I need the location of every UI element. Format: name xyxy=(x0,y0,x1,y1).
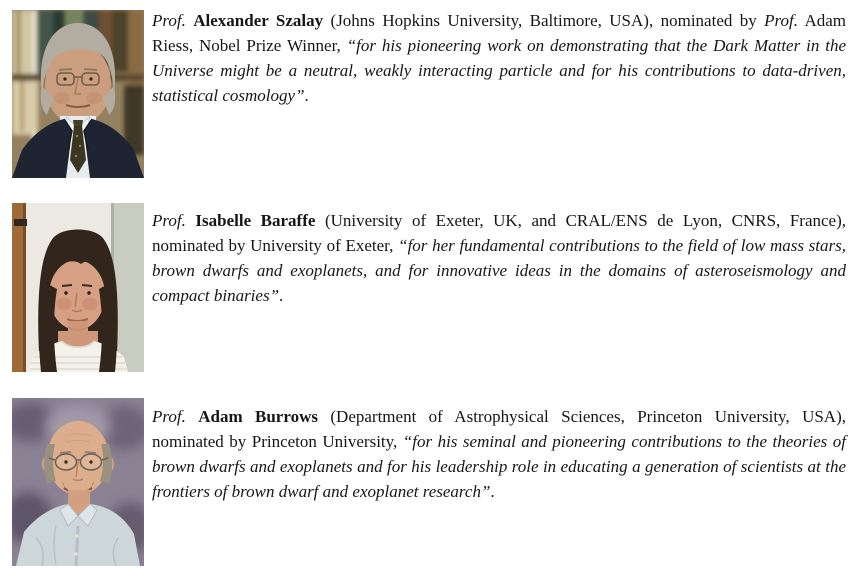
sentence-period: . xyxy=(279,286,284,305)
nominee-name: Isabelle Baraffe xyxy=(195,211,316,230)
affiliation-text: (University of Exeter, UK, and CRAL/ENS de Lyon, CNRS, France), nominated by University of Exeter, xyxy=(152,211,846,255)
entry-isabelle-baraffe xyxy=(152,208,846,308)
honorific: Prof. xyxy=(152,211,186,230)
affiliation-text: (Johns Hopkins University, Baltimore, USA), nominated by xyxy=(330,11,757,30)
portrait-isabelle-baraffe xyxy=(12,203,144,372)
nominee-name: Adam Burrows xyxy=(198,407,318,426)
entry-alexander-szalay xyxy=(152,8,846,108)
affiliation-text: (Department of Astrophysical Sciences, Princeton University, USA), nominated by Princeton University, xyxy=(152,407,846,451)
szalay-photo-illustration xyxy=(12,10,144,178)
portrait-adam-burrows xyxy=(12,398,144,566)
honorific: Prof. xyxy=(152,11,186,30)
portrait-alexander-szalay xyxy=(12,10,144,178)
sentence-period: . xyxy=(490,482,495,501)
citation-quote: “for her fundamental contributions to the field of low mass stars, brown dwarfs and exoplanets, and for innovative ideas in the domains of asteroseismology and compact binaries” xyxy=(152,236,847,305)
nominator-text: Adam Riess, Nobel Prize Winner, xyxy=(152,11,847,55)
citation-quote: “for his seminal and pioneering contributions to the theories of brown dwarfs and exoplanets and for his leadership role in educating a generation of scientists at the frontiers of brown dwarf and exoplanet research” xyxy=(152,432,847,501)
citation-quote: “for his pioneering work on demonstrating that the Dark Matter in the Universe might be a neutral, weakly interacting particle and for his contributions to data-driven, statistical cosmology” xyxy=(152,36,847,105)
nominator-honorific: Prof. xyxy=(764,11,799,30)
burrows-photo-illustration xyxy=(12,398,144,566)
entry-adam-burrows xyxy=(152,404,846,504)
baraffe-photo-illustration xyxy=(12,203,144,372)
honorific: Prof. xyxy=(152,407,186,426)
sentence-period: . xyxy=(304,86,309,105)
nominee-name: Alexander Szalay xyxy=(193,11,324,30)
